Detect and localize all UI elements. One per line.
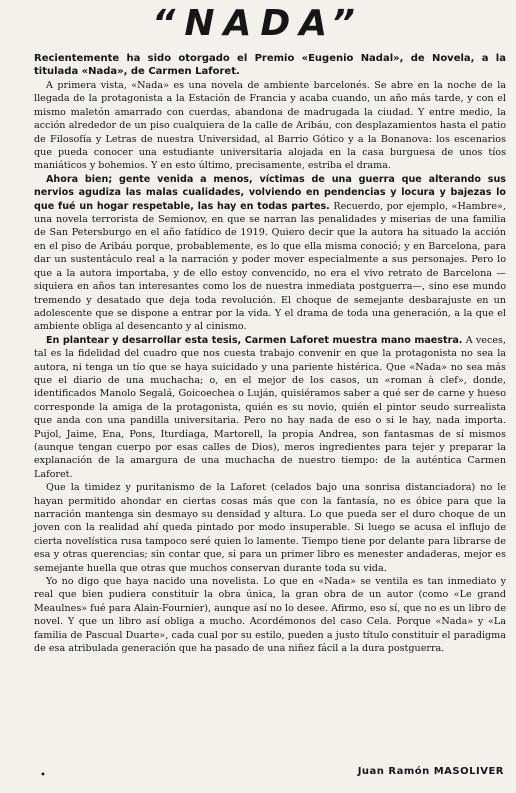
- article-title: “NADA”: [152, 3, 364, 44]
- paragraph-lead: En plantear y desarrollar esta tesis, Carmen Laforet muestra mano maestra.: [46, 334, 463, 346]
- article-intro: Recientemente ha sido otorgado el Premio «Eugenio Nadal», de Novela, a la titulada «Nada», de Carmen Laforet.: [34, 53, 506, 77]
- author-signature: Juan Ramón MASOLIVER: [357, 766, 504, 777]
- paragraph-4: [34, 481, 506, 575]
- paragraph-3: [34, 334, 506, 481]
- paragraph-lead: Ahora bien; gente venida a menos, víctimas de una guerra que alterando sus nervios agudiza las malas cualidades, volviendo en pendencias y locura y bajezas lo que fué un hogar respetable, las hay en todas partes.: [34, 173, 506, 212]
- paragraph-text: Que la timidez y puritanismo de la Laforet (celados bajo una sonrisa distanciadora) no le hayan permitido ahondar en ciertas cosas más que con la fantasía, no es óbice para que la narración mantenga sin desmayo su densidad y altura. Lo que pueda ser el duro choque de un joven con la realidad ahí queda pintado por modo insuperable. Si luego se acusa el influjo de cierta novelística rusa tampoco seré quien lo lamente. Tiempo tiene por delante para librarse de esa y otras querencias; sin contar que, si para un primer libro es menester andaderas, mejor es semejante huella que otras que muchos conservan durante toda su vida.: [34, 482, 506, 574]
- article-body: [34, 79, 506, 655]
- paragraph-text: A veces, tal es la fidelidad del cuadro que nos cuesta trabajo convenir en que la protagonista no sea la autora, ni tenga un tío que se haya suicidado y una pariente histérica. Que «Nada» no sea más que el diario de una muchacha; o, en el mejor de los casos, un «roman à clef», donde, identificados Manolo Segalá, Goicoechea o Luján, quisiéramos saber a qué ser de carne y hueso corresponde la amiga de la protagonista, quién es su novio, quién el pintor seudo surrealista que anda con una pandilla universitaria. Pero no hay nada de eso o si le hay, nada importa. Pujol, Jaime, Ena, Pons, Iturdiaga, Martorell, la propia Andrea, son fantasmas de sí mismos (aunque tengan cuerpo por esas calles de Dios), meros ingredientes para tejer y preparar la explanación de la amargura de una muchacha de nuestro tiempo: de la auténtica Carmen Laforet.: [34, 334, 506, 480]
- paragraph-1: [34, 79, 506, 173]
- bullet-mark: •: [40, 770, 46, 781]
- paragraph-2: [34, 173, 506, 334]
- paragraph-5: [34, 575, 506, 655]
- paragraph-text: Recuerdo, por ejemplo, «Hambre», una novela terrorista de Semionov, en que se narran las penalidades y miserias de una familia de San Petersburgo en el año fatídico de 1919. Quiero decir que la autora ha situado la acción en el piso de Aribáu porque, probablemente, es lo que ella misma conoció; y en Barcelona, para dar un sustentáculo real a la narración y poder mover especialmente a sus personajes. Pero lo que a la autora importaba, y de ello estoy convencido, no era el vivo retrato de Barcelona —siquiera en años tan interesantes como los de nuestra inmediata postguerra—, sino ese mundo tremendo y desatado que deja toda revolución. El choque de semejante desbarajuste en un adolescente que se dispone a entrar por la vida. Y el drama de toda una generación, a la que el ambiente obliga al desencanto y al cinismo.: [34, 200, 506, 333]
- paragraph-text: Yo no digo que haya nacido una novelista. Lo que en «Nada» se ventila es tan inmediato y real que bien pudiera constituir la obra única, la gran obra de un autor (como «Le grand Meaulnes» fué para Alain-Fournier), aunque así no lo desee. Afirmo, eso sí, que no es un libro de novel. Y que un libro así obliga a mucho. Acordémonos del caso Cela. Porque «Nada» y «La familia de Pascual Duarte», cada cual por su estilo, pueden a justo título constituir el paradigma de esa atribulada generación que ha pasado de una niñez fácil a la dura postguerra.: [34, 576, 506, 655]
- paragraph-text: A primera vista, «Nada» es una novela de ambiente barcelonés. Se abre en la noche de la llegada de la protagonista a la Estación de Francia y acaba cuando, un año más tarde, y con el mismo maletón amarrado con cuerdas, abandona de madrugada la ciudad. Y entre medio, la acción alrededor de un piso cualquiera de la calle de Aribáu, con desplazamientos hasta el patio de Filosofía y Letras de nuestra Universidad, al Barrio Gótico y a la Bonanova: los escenarios que pueda conocer una estudiante universitaria alojada en la casa burguesa de unos tíos maniáticos y bohemios. Y en esto último, precisamente, estriba el drama.: [34, 80, 506, 172]
